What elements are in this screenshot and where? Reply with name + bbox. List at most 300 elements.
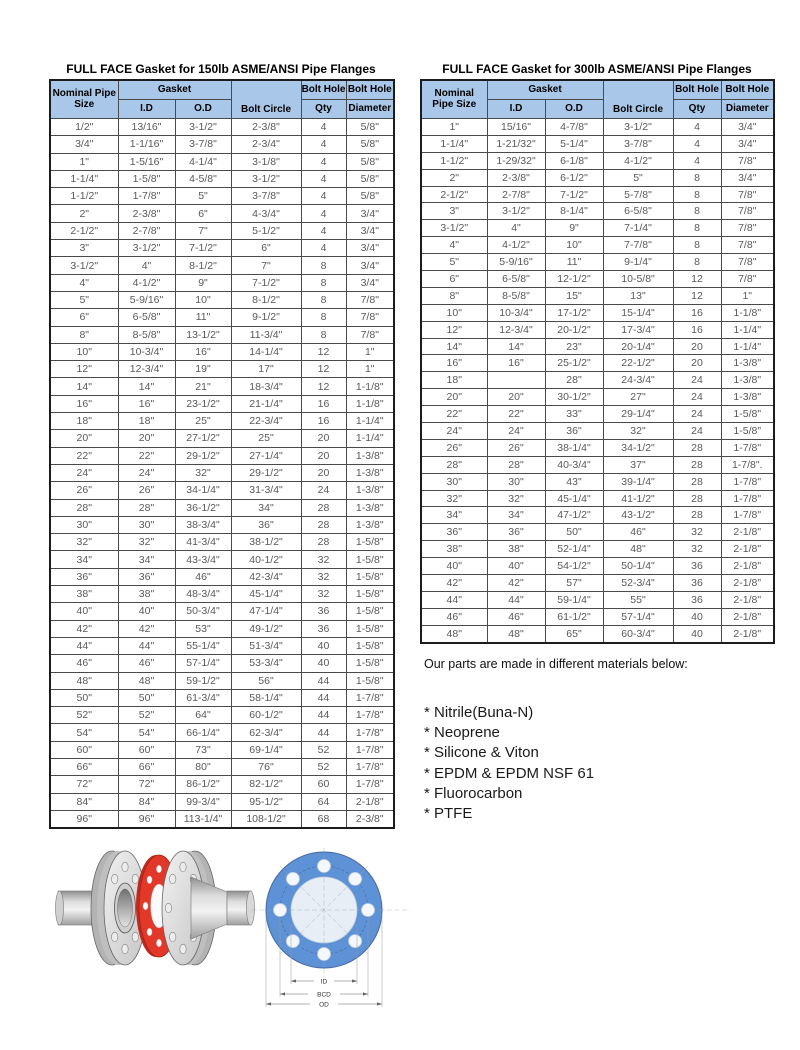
table-cell: 31-3/4" — [231, 482, 301, 499]
table-cell: 1-7/8" — [721, 473, 774, 490]
table-cell: 4 — [673, 119, 721, 136]
table-cell: 5" — [175, 188, 231, 205]
table-cell: 28" — [421, 456, 487, 473]
table-row — [421, 473, 774, 490]
table-cell: 50" — [118, 689, 175, 706]
table-cell: 5/8" — [346, 136, 394, 153]
table-cell: 1-7/8" — [346, 689, 394, 706]
table-cell: 16" — [118, 395, 175, 412]
table-cell: 14" — [50, 378, 118, 395]
table-cell: 60-1/2" — [231, 707, 301, 724]
table-row — [421, 608, 774, 625]
table-cell: 5-9/16" — [118, 291, 175, 308]
table-cell: 1-1/2" — [50, 188, 118, 205]
header-bolt-hole-dia-top: Bolt Hole — [346, 80, 394, 100]
table-cell: 8 — [673, 237, 721, 254]
table-cell: 4 — [673, 152, 721, 169]
table-cell: 17-1/2" — [545, 304, 603, 321]
table-cell: 113-1/4" — [175, 810, 231, 828]
table-cell: 8-1/2" — [175, 257, 231, 274]
table-row — [50, 568, 394, 585]
table-cell: 1-5/8" — [118, 170, 175, 187]
table-row — [50, 274, 394, 291]
header-qty: Qty — [673, 100, 721, 119]
table-cell: 52 — [301, 758, 346, 775]
table-cell: 36 — [673, 575, 721, 592]
table-cell: 24 — [673, 406, 721, 423]
table-cell: 30-1/2" — [545, 389, 603, 406]
table-cell: 10" — [50, 343, 118, 360]
table-cell: 8 — [301, 326, 346, 343]
table-cell: 7/8" — [721, 186, 774, 203]
table-cell: 23-1/2" — [175, 395, 231, 412]
table-row — [50, 430, 394, 447]
table-cell: 59-1/2" — [175, 672, 231, 689]
table-cell: 25-1/2" — [545, 355, 603, 372]
table-cell: 28" — [118, 499, 175, 516]
table-cell: 3-7/8" — [231, 188, 301, 205]
table-row — [50, 689, 394, 706]
table-row — [421, 456, 774, 473]
table-cell: 3/4" — [346, 222, 394, 239]
table-cell: 52" — [50, 707, 118, 724]
table-cell: 8" — [421, 287, 487, 304]
table-row — [50, 724, 394, 741]
flange-assembly-image — [55, 845, 255, 980]
table-cell: 4-1/2" — [603, 152, 673, 169]
table-cell: 66" — [118, 758, 175, 775]
table-cell: 6-1/8" — [545, 152, 603, 169]
table-row — [50, 291, 394, 308]
table-cell: 36" — [487, 524, 545, 541]
table-cell: 20 — [673, 338, 721, 355]
table-cell: 2-1/8" — [346, 793, 394, 810]
table-cell: 72" — [118, 776, 175, 793]
table-cell: 59-1/4" — [545, 591, 603, 608]
table-cell: 41-3/4" — [175, 534, 231, 551]
table-cell: 24-3/4" — [603, 372, 673, 389]
header-nominal-line2: Pipe Size — [432, 98, 477, 110]
table-cell: 36 — [301, 620, 346, 637]
table-cell: 3/4" — [346, 240, 394, 257]
table-cell: 10" — [175, 291, 231, 308]
table-300-title: FULL FACE Gasket for 300lb ASME/ANSI Pipe Flanges — [442, 62, 752, 76]
table-row — [421, 372, 774, 389]
table-cell: 3-1/2" — [421, 220, 487, 237]
table-cell: 29-1/4" — [603, 406, 673, 423]
table-row — [421, 355, 774, 372]
table-cell: 8 — [301, 309, 346, 326]
table-cell: 48" — [50, 672, 118, 689]
table-row — [421, 321, 774, 338]
table-cell: 29-1/2" — [175, 447, 231, 464]
table-row — [421, 541, 774, 558]
table-cell: 50-3/4" — [175, 603, 231, 620]
table-cell: 7/8" — [346, 326, 394, 343]
table-cell: 65" — [545, 625, 603, 642]
table-cell: 12-3/4" — [487, 321, 545, 338]
table-cell: 28 — [301, 534, 346, 551]
table-cell: 25" — [175, 413, 231, 430]
table-cell: 32" — [603, 423, 673, 440]
table-cell: 1-7/8" — [346, 758, 394, 775]
table-cell: 7/8" — [721, 203, 774, 220]
table-cell: 45-1/4" — [231, 586, 301, 603]
table-cell: 1-1/4" — [721, 338, 774, 355]
table-cell: 22-1/2" — [603, 355, 673, 372]
table-cell: 5/8" — [346, 188, 394, 205]
table-cell: 16 — [301, 395, 346, 412]
table-cell: 1-7/8" — [721, 507, 774, 524]
table-row — [421, 575, 774, 592]
table-cell: 1-3/8" — [346, 499, 394, 516]
table-cell: 42" — [118, 620, 175, 637]
table-cell: 22" — [50, 447, 118, 464]
table-cell: 20 — [301, 430, 346, 447]
table-cell: 44" — [421, 591, 487, 608]
table-cell: 8 — [673, 186, 721, 203]
table-cell: 22" — [421, 406, 487, 423]
table-cell: 5/8" — [346, 119, 394, 136]
table-cell: 14" — [487, 338, 545, 355]
table-cell: 32 — [301, 568, 346, 585]
table-cell: 86-1/2" — [175, 776, 231, 793]
table-cell: 8 — [301, 291, 346, 308]
table-row — [50, 222, 394, 239]
table-cell: 1-1/4" — [50, 170, 118, 187]
table-row — [50, 119, 394, 136]
table-cell: 4" — [421, 237, 487, 254]
table-cell: 50-1/4" — [603, 558, 673, 575]
table-row — [50, 637, 394, 654]
table-cell: 1" — [346, 361, 394, 378]
table-cell: 5" — [50, 291, 118, 308]
table-row — [50, 464, 394, 481]
table-cell: 40-1/2" — [231, 551, 301, 568]
table-cell: 16" — [421, 355, 487, 372]
table-cell: 14" — [421, 338, 487, 355]
table-row — [421, 591, 774, 608]
list-item: * EPDM & EPDM NSF 61 — [424, 764, 595, 782]
table-cell: 1" — [346, 343, 394, 360]
table-cell: 26" — [421, 439, 487, 456]
table-cell: 9" — [545, 220, 603, 237]
table-cell: 1-5/8" — [346, 551, 394, 568]
table-cell: 17-3/4" — [603, 321, 673, 338]
table-cell: 1-5/8" — [346, 672, 394, 689]
table-row — [421, 304, 774, 321]
gasket-dimension-diagram — [250, 845, 430, 1020]
table-cell: 28 — [673, 507, 721, 524]
header-gasket: Gasket — [487, 80, 603, 100]
table-cell: 28 — [673, 439, 721, 456]
table-cell: 1-7/8" — [721, 439, 774, 456]
table-cell: 25" — [231, 430, 301, 447]
table-cell: 2-7/8" — [487, 186, 545, 203]
table-cell: 5" — [421, 254, 487, 271]
table-cell: 7/8" — [721, 271, 774, 288]
table-cell: 34" — [50, 551, 118, 568]
gasket-table-300lb — [420, 79, 775, 644]
table-cell: 4 — [301, 240, 346, 257]
table-cell: 1-5/8" — [346, 586, 394, 603]
table-cell: 8-5/8" — [118, 326, 175, 343]
table-cell: 12 — [301, 343, 346, 360]
table-cell: 28" — [50, 499, 118, 516]
table-cell: 28" — [545, 372, 603, 389]
table-cell: 60" — [50, 741, 118, 758]
table-cell: 42" — [50, 620, 118, 637]
table-cell: 30" — [487, 473, 545, 490]
table-cell: 48" — [421, 625, 487, 642]
table-cell: 36" — [545, 423, 603, 440]
table-cell: 16" — [50, 395, 118, 412]
table-cell: 9-1/2" — [231, 309, 301, 326]
table-cell: 6" — [421, 271, 487, 288]
table-cell: 40-3/4" — [545, 456, 603, 473]
table-row — [421, 338, 774, 355]
table-cell: 8 — [673, 203, 721, 220]
table-cell: 28 — [301, 499, 346, 516]
table-cell: 27-1/2" — [175, 430, 231, 447]
table-cell: 73" — [175, 741, 231, 758]
table-cell: 2-1/8" — [721, 524, 774, 541]
table-cell: 1" — [421, 119, 487, 136]
table-cell: 48" — [118, 672, 175, 689]
dim-label-id: ID — [320, 978, 328, 986]
table-row — [50, 758, 394, 775]
header-gasket: Gasket — [118, 80, 231, 100]
table-cell: 1-1/2" — [421, 152, 487, 169]
table-row — [50, 620, 394, 637]
table-cell: 16 — [673, 321, 721, 338]
table-cell: 8-1/2" — [231, 291, 301, 308]
table-cell: 18" — [118, 413, 175, 430]
table-cell: 6" — [50, 309, 118, 326]
table-cell: 28 — [673, 473, 721, 490]
table-cell: 42" — [487, 575, 545, 592]
table-cell: 23" — [545, 338, 603, 355]
table-cell: 1-7/8". — [721, 456, 774, 473]
table-cell: 60 — [301, 776, 346, 793]
table-cell: 20" — [421, 389, 487, 406]
table-cell: 47-1/2" — [545, 507, 603, 524]
table-cell: 1-5/8" — [346, 568, 394, 585]
table-150-body — [50, 119, 394, 829]
table-cell: 1-5/16" — [118, 153, 175, 170]
table-cell: 30" — [421, 473, 487, 490]
table-cell: 2-1/2" — [421, 186, 487, 203]
table-cell: 53" — [175, 620, 231, 637]
dim-label-od: OD — [319, 1001, 329, 1009]
table-cell: 46" — [421, 608, 487, 625]
table-row — [421, 135, 774, 152]
header-nominal-line2: Size — [74, 98, 95, 110]
table-cell: 32" — [421, 490, 487, 507]
table-cell: 72" — [50, 776, 118, 793]
table-cell: 6-5/8" — [118, 309, 175, 326]
table-cell: 36 — [673, 591, 721, 608]
table-cell: 41-1/2" — [603, 490, 673, 507]
table-row — [421, 287, 774, 304]
table-cell: 44 — [301, 724, 346, 741]
header-diameter: Diameter — [721, 100, 774, 119]
table-cell: 1-3/8" — [721, 355, 774, 372]
table-cell: 20" — [50, 430, 118, 447]
table-cell: 20 — [301, 464, 346, 481]
table-300-header — [421, 80, 774, 119]
table-cell: 46" — [118, 655, 175, 672]
table-cell: 5-7/8" — [603, 186, 673, 203]
table-cell: 1-3/8" — [346, 447, 394, 464]
table-cell: 1-3/8" — [346, 464, 394, 481]
table-cell: 13-1/2" — [175, 326, 231, 343]
table-cell: 5/8" — [346, 170, 394, 187]
table-cell: 3-1/2" — [487, 203, 545, 220]
table-cell: 20-1/4" — [603, 338, 673, 355]
table-cell: 1-3/8" — [346, 482, 394, 499]
table-cell: 7" — [175, 222, 231, 239]
table-cell: 8-1/4" — [545, 203, 603, 220]
table-cell: 1-1/4" — [421, 135, 487, 152]
table-cell: 7/8" — [721, 152, 774, 169]
table-cell: 57" — [545, 575, 603, 592]
table-cell: 3/4" — [346, 274, 394, 291]
table-cell: 28" — [487, 456, 545, 473]
table-cell: 12" — [50, 361, 118, 378]
table-cell: 56" — [231, 672, 301, 689]
table-cell: 60" — [118, 741, 175, 758]
table-cell: 45-1/4" — [545, 490, 603, 507]
table-row — [50, 343, 394, 360]
table-row — [50, 516, 394, 533]
table-cell: 16 — [673, 304, 721, 321]
table-row — [50, 361, 394, 378]
table-cell: 24" — [118, 464, 175, 481]
table-cell: 39-1/4" — [603, 473, 673, 490]
table-cell: 18" — [421, 372, 487, 389]
table-cell: 38" — [118, 586, 175, 603]
table-cell: 1-7/8" — [346, 776, 394, 793]
table-cell: 30" — [118, 516, 175, 533]
table-cell: 27-1/4" — [231, 447, 301, 464]
table-cell: 7-7/8" — [603, 237, 673, 254]
table-cell: 1-7/8" — [118, 188, 175, 205]
table-cell: 3-1/8" — [231, 153, 301, 170]
table-cell: 17" — [231, 361, 301, 378]
table-cell: 34-1/2" — [603, 439, 673, 456]
table-row — [421, 220, 774, 237]
table-row — [421, 203, 774, 220]
table-row — [421, 254, 774, 271]
table-cell: 1-5/8" — [721, 406, 774, 423]
dim-label-bcd: BCD — [317, 991, 331, 999]
table-cell: 36-1/2" — [175, 499, 231, 516]
table-cell: 1-7/8" — [346, 741, 394, 758]
table-cell: 44 — [301, 672, 346, 689]
table-cell — [487, 372, 545, 389]
table-cell: 2-1/8" — [721, 591, 774, 608]
table-cell: 80" — [175, 758, 231, 775]
table-cell: 12 — [301, 361, 346, 378]
table-cell: 32" — [175, 464, 231, 481]
table-row — [50, 499, 394, 516]
table-cell: 1" — [50, 153, 118, 170]
table-cell: 38" — [50, 586, 118, 603]
table-cell: 29-1/2" — [231, 464, 301, 481]
table-row — [421, 524, 774, 541]
table-cell: 46" — [603, 524, 673, 541]
table-cell: 11" — [545, 254, 603, 271]
header-bolt-hole-qty-top: Bolt Hole — [301, 80, 346, 100]
table-cell: 1-5/8" — [721, 423, 774, 440]
table-cell: 52" — [118, 707, 175, 724]
header-od: O.D — [545, 100, 603, 119]
table-cell: 2-3/8" — [118, 205, 175, 222]
table-cell: 66-1/4" — [175, 724, 231, 741]
table-cell: 6-5/8" — [603, 203, 673, 220]
table-cell: 5-1/2" — [231, 222, 301, 239]
table-cell: 4 — [673, 135, 721, 152]
table-cell: 58-1/4" — [231, 689, 301, 706]
table-cell: 48" — [487, 625, 545, 642]
table-cell: 48-3/4" — [175, 586, 231, 603]
table-cell: 34" — [118, 551, 175, 568]
table-row — [50, 551, 394, 568]
table-cell: 4 — [301, 205, 346, 222]
table-row — [50, 655, 394, 672]
table-cell: 1-21/32" — [487, 135, 545, 152]
list-item: * Silicone & Viton — [424, 744, 539, 762]
table-cell: 1-7/8" — [721, 490, 774, 507]
table-cell: 2-1/8" — [721, 558, 774, 575]
table-cell: 18-3/4" — [231, 378, 301, 395]
table-cell: 12 — [673, 271, 721, 288]
table-cell: 4-7/8" — [545, 119, 603, 136]
table-cell: 12" — [421, 321, 487, 338]
table-cell: 3/4" — [346, 257, 394, 274]
table-cell: 1-7/8" — [346, 707, 394, 724]
table-cell: 61-1/2" — [545, 608, 603, 625]
table-cell: 1-3/8" — [346, 516, 394, 533]
table-cell: 22" — [118, 447, 175, 464]
table-cell: 28 — [301, 516, 346, 533]
table-cell: 7-1/2" — [175, 240, 231, 257]
table-cell: 2-1/8" — [721, 575, 774, 592]
table-row — [50, 672, 394, 689]
table-cell: 36" — [421, 524, 487, 541]
table-cell: 96" — [118, 810, 175, 828]
list-item: * Neoprene — [424, 724, 500, 742]
table-cell: 6-5/8" — [487, 271, 545, 288]
table-cell: 4 — [301, 119, 346, 136]
table-cell: 26" — [118, 482, 175, 499]
table-row — [50, 413, 394, 430]
table-cell: 55-1/4" — [175, 637, 231, 654]
table-cell: 3-7/8" — [175, 136, 231, 153]
table-cell: 40" — [50, 603, 118, 620]
gasket-table-150lb — [49, 79, 395, 829]
table-cell: 64" — [175, 707, 231, 724]
table-cell: 11-3/4" — [231, 326, 301, 343]
table-cell: 3-1/2" — [603, 119, 673, 136]
table-cell: 5/8" — [346, 153, 394, 170]
table-cell: 36 — [673, 558, 721, 575]
table-cell: 5-1/4" — [545, 135, 603, 152]
table-cell: 16 — [301, 413, 346, 430]
table-row — [50, 136, 394, 153]
table-cell: 20 — [673, 355, 721, 372]
